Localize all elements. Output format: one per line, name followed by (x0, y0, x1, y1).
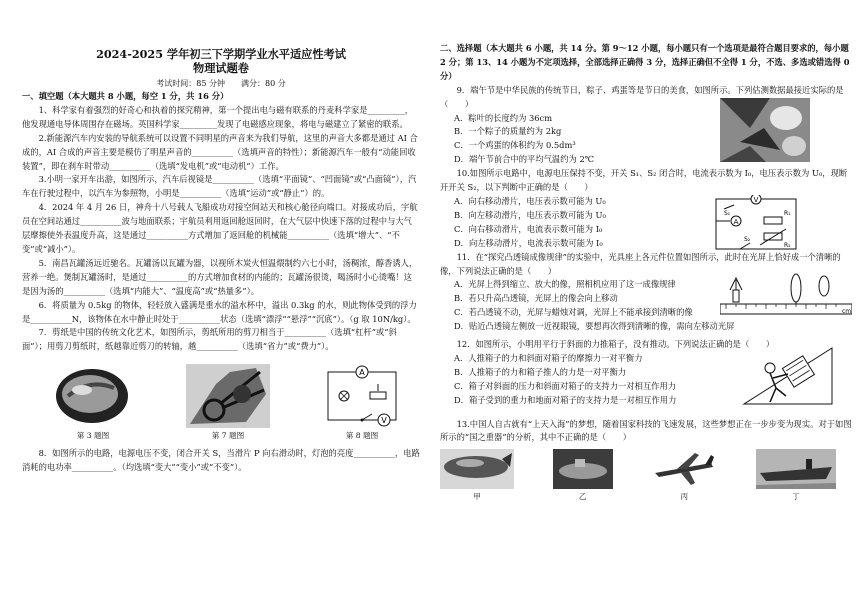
circuit-diagram-q8 (322, 364, 402, 428)
exam-info: 考试时间：85 分钟 满分：80 分 (156, 79, 286, 88)
question-12: 12．如图所示，小明用平行于斜面的力推箱子，没有推动。下列说法正确的是（ ） (456, 339, 775, 350)
q13-figure-row (440, 449, 852, 502)
circuit-label-r1: R₁ (784, 209, 791, 217)
circuit-label-s1: S₁ (724, 209, 731, 217)
q11-block (440, 278, 852, 334)
figure-bing (651, 449, 717, 502)
airliner-photo (651, 449, 717, 489)
optical-bench-diagram (720, 272, 852, 318)
question-9: 9．端午节是中华民族的传统节日，粽子、鸡蛋等是节日的美食，如图所示。下列估测数据最接近实际的是（ ） (440, 84, 844, 109)
q11-option-b: B．若只升高凸透镜，光屏上的像会向上移动 (454, 293, 618, 304)
aircraft-carrier-photo (756, 449, 836, 489)
figure-ding (756, 449, 836, 502)
figure-q7 (186, 364, 270, 441)
submarine-photo (553, 449, 613, 489)
section-heading-fill: 一、填空题（本大题共 8 小题，每空 1 分，共 16 分） (22, 91, 229, 101)
circuit-label-a: A (733, 217, 739, 226)
q12-block (440, 352, 852, 408)
question-1: 1、科学家有着强烈的好奇心和执着的探究精神，第一个提出电与磁有联系的丹麦科学家是_________，他发现通电导体周围存在磁场。英国科学家_________发现了电磁感应现象，将电与磁建立了紧密的联系。 (22, 104, 414, 129)
scissors-papercut-photo (186, 364, 270, 428)
question-10: 10.如图所示电路中，电源电压保持不变，开关 S₁、S₂ 闭合时，电流表示数为 I₀，电压表示数为 U₀，现断开开关 S₂，以下判断中正确的是（ ） (440, 168, 848, 193)
caption-jia: 甲 (473, 492, 481, 502)
question-4: 4．2024 年 4 月 26 日，神舟十八号载人飞船成功对接空间站天和核心舱径向端口。对接成功后，宇航员在空间站通过__________波与地面联系；宇航员利用返回舱返回时，在大气层中快速下落的过程中与大气层摩擦使外表温度升高，这是通过__________方式增加了返回舱的机械能__________（选填“增大”、“不变”或“减小”）。 (22, 202, 418, 254)
zongzi-eggs-photo (720, 98, 810, 162)
svg-text:A: A (359, 368, 365, 378)
figure-jia (440, 449, 514, 502)
figure-q8 (322, 364, 402, 441)
circuit-diagram-q10 (710, 195, 802, 253)
q9-option-d: D．端午节前合中的平均气温约为 2℃ (454, 154, 595, 165)
figure-q3 (52, 364, 134, 441)
q12-option-d: D．箱子受到的重力和地面对箱子的支持力是一对相互作用力 (454, 394, 677, 405)
circuit-label-v: V (753, 195, 759, 204)
question-5: 5．南昌瓦罐汤远近驰名。瓦罐汤以瓦罐为器，以视所木炭火恒温煨制约六七小时，汤稠浓，醇香诱人，营养一绝。煲制瓦罐汤时，是通过__________的方式增加食材的内能的；瓦罐汤很烫，喝汤时小心烫嘴！这是因为汤的__________（选填“内能大”、“温度高”或“热量多”）。 (22, 257, 418, 296)
question-6: 6．将质量为 0.5kg 的物体，轻轻放入盛满是重水的溢水杯中，溢出 0.3kg 的水，则此物体受到的浮力是__________N，该物体在水中静止时处于__________状态（选填“漂浮”“悬浮”“沉底”）。（g 取 10N/kg）。 (22, 299, 417, 324)
q9-option-a: A．粽叶的长度约为 36cm (454, 112, 553, 123)
side-mirror-photo (52, 364, 134, 428)
caption-bing: 丙 (680, 492, 689, 502)
question-8: 8．如图所示的电路，电源电压不变，闭合开关 S，当滑片 P 向右滑动时，灯泡的亮度__________，电路消耗的电功率__________。（均选填“变大”“变小”或“不变”）。 (22, 448, 420, 473)
airship-photo (440, 449, 514, 489)
q11-option-c: C．若凸透镜不动，光屏与蜡烛对调，光屏上不能承接到清晰的像 (454, 307, 693, 318)
caption-fig7: 第 7 题图 (211, 431, 245, 441)
right-column (440, 42, 852, 502)
q9-block (440, 112, 852, 168)
q10-block (440, 195, 852, 251)
exam-title: 2024-2025 学年初三下学期学业水平适应性考试 (96, 47, 346, 61)
q10-option-c: C．向右移动滑片，电流表示数可能为 I₀ (454, 223, 603, 234)
caption-ding: 丁 (792, 492, 800, 502)
caption-fig8: 第 8 题图 (345, 431, 379, 441)
question-2: 2.新能源汽车内安装的导航系统可以设置不同明星的声音来为我们导航，这里的声音大多都是通过 AI 合成的，AI 合成的声音主要是模仿了明星声音的__________（选填声音的特性）；新能源汽车一般有“动能回收装置”，即在刹车时带动__________（选填“发电机”或“电动机”）工作。 (22, 132, 418, 171)
q12-option-c: C．箱子对斜面的压力和斜面对箱子的支持力一对相互作用力 (454, 380, 677, 391)
left-column (22, 0, 420, 475)
q12-option-b: B．人推箱子的力和箱子推人的力是一对平衡力 (454, 366, 627, 377)
q10-option-a: A．向右移动滑片，电压表示数可能为 U₀ (454, 195, 606, 206)
q12-option-a: A．人推箱子的力和斜面对箱子的摩擦力一对平衡力 (454, 352, 643, 363)
question-11: 11．在“探究凸透镜成像规律”的实验中，光具座上各元件位置如图所示，此时在光屏上恰好成一个清晰的像，下列说法正确的是（ ） (440, 251, 841, 276)
section-heading-choice: 二、选择题（本大题共 6 小题，共 14 分。第 9～12 小题，每小题只有一个选项是最符合题目要求的，每小题 2 分；第 13、14 小题为不定项选择，全部选择正确得 3 分，选择正确但不全得 1 分，不选、多选或错选得 0 分） (440, 43, 850, 81)
ruler-unit: cm (842, 308, 852, 316)
q9-option-b: B．一个粽子的质量约为 2kg (454, 126, 562, 137)
question-7: 7．剪纸是中国的传统文化艺术，如图所示，剪纸所用的剪刀相当于__________（选填“杠杆”或“斜面”）；用剪刀剪纸时，纸越靠近剪刀的转轴，越__________（选填“省力”或“费力”）。 (22, 327, 397, 352)
svg-text:V: V (381, 416, 387, 426)
circuit-label-r2: R₂ (784, 241, 791, 249)
q9-option-c: C．一个鸡蛋的体积约为 0.5dm³ (454, 140, 576, 151)
incline-push-box-diagram (740, 338, 836, 408)
question-13: 13.中国人自古就有“上天入海”的梦想，随着国家科技的飞速发展，这些梦想正在一步步变为现实。对于如图所示的“国之重器”的分析，其中不正确的是（ ） (440, 418, 852, 443)
question-3: 3.小明一家开车出游，如图所示，汽车后视镜是__________（选填“平面镜”、“凹面镜”或“凸面镜”），汽车在行驶过程中，以汽车为参照物，小明是__________（选填“运动”或“静止”）的。 (22, 174, 417, 199)
q10-option-d: D．向左移动滑片，电流表示数可能为 I₀ (454, 237, 603, 248)
caption-fig3: 第 3 题图 (76, 431, 110, 441)
figure-row-left (22, 364, 420, 441)
q11-option-d: D．贴近凸透镜左侧放一近视眼镜，要想再次得到清晰的像，需向左移动光屏 (454, 321, 735, 332)
exam-subtitle: 物理试题卷 (193, 61, 249, 75)
q11-option-a: A．光屏上得到缩立、放大的像，照相机应用了这一成像规律 (454, 279, 676, 290)
caption-yi: 乙 (578, 492, 587, 502)
figure-yi (553, 449, 613, 502)
q10-option-b: B．向左移动滑片，电压表示数可能为 U₀ (454, 209, 606, 220)
circuit-label-s2: S₂ (744, 235, 751, 243)
